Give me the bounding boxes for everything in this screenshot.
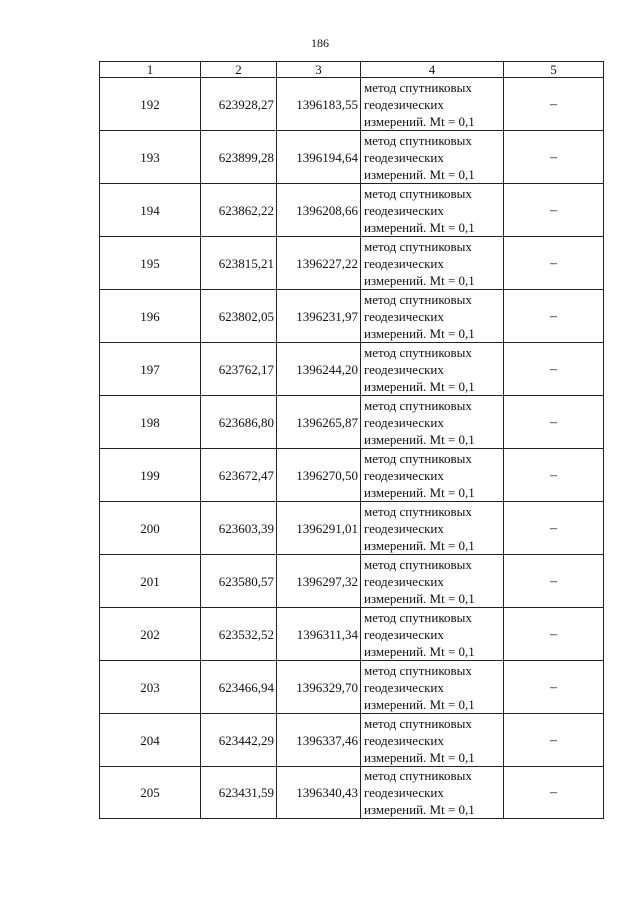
x-coordinate-cell: 623802,05: [201, 290, 277, 343]
method-line: измерений. Mt = 0,1: [364, 643, 475, 659]
method-line: метод спутниковых: [364, 609, 472, 625]
method-line: геодезических: [364, 414, 444, 430]
table-body: [100, 78, 604, 819]
table-row: [100, 502, 604, 555]
note-cell: –: [504, 290, 604, 343]
table-row: [100, 78, 604, 131]
method-line: геодезических: [364, 308, 444, 324]
table-row: [100, 237, 604, 290]
method-line: геодезических: [364, 202, 444, 218]
y-coordinate-cell: 1396329,70: [277, 661, 361, 714]
x-coordinate-cell: 623603,39: [201, 502, 277, 555]
method-line: измерений. Mt = 0,1: [364, 166, 475, 182]
method-line: геодезических: [364, 467, 444, 483]
method-line: геодезических: [364, 361, 444, 377]
method-line: метод спутниковых: [364, 450, 472, 466]
point-number-cell: 199: [100, 449, 201, 502]
coordinates-table: [99, 61, 604, 819]
method-line: измерений. Mt = 0,1: [364, 590, 475, 606]
method-cell: [361, 661, 504, 714]
point-number-cell: 198: [100, 396, 201, 449]
method-line: геодезических: [364, 732, 444, 748]
method-cell: [361, 449, 504, 502]
method-line: измерений. Mt = 0,1: [364, 113, 475, 129]
method-line: измерений. Mt = 0,1: [364, 325, 475, 341]
y-coordinate-cell: 1396291,01: [277, 502, 361, 555]
y-coordinate-cell: 1396231,97: [277, 290, 361, 343]
method-line: измерений. Mt = 0,1: [364, 749, 475, 765]
method-line: измерений. Mt = 0,1: [364, 484, 475, 500]
point-number-cell: 201: [100, 555, 201, 608]
method-line: метод спутниковых: [364, 715, 472, 731]
method-line: измерений. Mt = 0,1: [364, 272, 475, 288]
method-line: геодезических: [364, 785, 444, 800]
method-line: метод спутниковых: [364, 344, 472, 360]
method-line: измерений. Mt = 0,1: [364, 431, 475, 447]
method-cell: [361, 78, 504, 131]
y-coordinate-cell: 1396270,50: [277, 449, 361, 502]
method-line: метод спутниковых: [364, 79, 472, 95]
method-line: измерений. Mt = 0,1: [364, 219, 475, 235]
note-cell: –: [504, 343, 604, 396]
table-row: [100, 767, 604, 819]
method-line: метод спутниковых: [364, 662, 472, 678]
page-number: 186: [311, 36, 329, 50]
table-row: [100, 396, 604, 449]
point-number-cell: 202: [100, 608, 201, 661]
y-coordinate-cell: 1396244,20: [277, 343, 361, 396]
x-coordinate-cell: 623431,59: [201, 767, 277, 819]
x-coordinate-cell: 623862,22: [201, 184, 277, 237]
table-row: [100, 184, 604, 237]
method-line: геодезических: [364, 626, 444, 642]
note-cell: –: [504, 449, 604, 502]
point-number-cell: 205: [100, 767, 201, 819]
point-number-cell: 192: [100, 78, 201, 131]
y-coordinate-cell: 1396340,43: [277, 767, 361, 819]
table-row: [100, 714, 604, 767]
method-line: метод спутниковых: [364, 503, 472, 519]
x-coordinate-cell: 623466,94: [201, 661, 277, 714]
x-coordinate-cell: 623815,21: [201, 237, 277, 290]
point-number-cell: 197: [100, 343, 201, 396]
x-coordinate-cell: 623686,80: [201, 396, 277, 449]
method-line: измерений. Mt = 0,1: [364, 378, 475, 394]
method-line: метод спутниковых: [364, 185, 472, 201]
method-cell: [361, 502, 504, 555]
y-coordinate-cell: 1396311,34: [277, 608, 361, 661]
y-coordinate-cell: 1396183,55: [277, 78, 361, 131]
note-cell: –: [504, 714, 604, 767]
point-number-cell: 196: [100, 290, 201, 343]
point-number-cell: 204: [100, 714, 201, 767]
x-coordinate-cell: 623762,17: [201, 343, 277, 396]
column-header-1: 1: [100, 62, 201, 78]
note-cell: –: [504, 131, 604, 184]
y-coordinate-cell: 1396208,66: [277, 184, 361, 237]
method-line: измерений. Mt = 0,1: [364, 537, 475, 553]
table-row: [100, 343, 604, 396]
point-number-cell: 203: [100, 661, 201, 714]
method-cell: [361, 767, 504, 819]
y-coordinate-cell: 1396194,64: [277, 131, 361, 184]
method-line: геодезических: [364, 573, 444, 589]
method-line: метод спутниковых: [364, 397, 472, 413]
note-cell: –: [504, 396, 604, 449]
x-coordinate-cell: 623899,28: [201, 131, 277, 184]
note-cell: –: [504, 661, 604, 714]
table-row: [100, 608, 604, 661]
y-coordinate-cell: 1396265,87: [277, 396, 361, 449]
y-coordinate-cell: 1396297,32: [277, 555, 361, 608]
y-coordinate-cell: 1396337,46: [277, 714, 361, 767]
method-line: метод спутниковых: [364, 556, 472, 572]
table-row: [100, 661, 604, 714]
note-cell: –: [504, 608, 604, 661]
method-line: метод спутниковых: [364, 238, 472, 254]
method-cell: [361, 131, 504, 184]
method-cell: [361, 396, 504, 449]
method-line: метод спутниковых: [364, 768, 472, 783]
table-row: [100, 449, 604, 502]
column-header-3: 3: [277, 62, 361, 78]
point-number-cell: 200: [100, 502, 201, 555]
note-cell: –: [504, 184, 604, 237]
table-row: [100, 555, 604, 608]
method-line: измерений. Mt = 0,1: [364, 696, 475, 712]
method-line: измерений. Mt = 0,1: [364, 802, 475, 817]
x-coordinate-cell: 623928,27: [201, 78, 277, 131]
method-cell: [361, 184, 504, 237]
method-cell: [361, 555, 504, 608]
method-cell: [361, 237, 504, 290]
method-cell: [361, 714, 504, 767]
point-number-cell: 195: [100, 237, 201, 290]
method-cell: [361, 608, 504, 661]
method-line: геодезических: [364, 679, 444, 695]
point-number-cell: 194: [100, 184, 201, 237]
method-line: геодезических: [364, 255, 444, 271]
x-coordinate-cell: 623672,47: [201, 449, 277, 502]
header-row: [100, 62, 604, 78]
note-cell: –: [504, 502, 604, 555]
note-cell: –: [504, 555, 604, 608]
method-line: геодезических: [364, 520, 444, 536]
method-line: геодезических: [364, 96, 444, 112]
note-cell: –: [504, 237, 604, 290]
point-number-cell: 193: [100, 131, 201, 184]
method-line: метод спутниковых: [364, 132, 472, 148]
method-line: метод спутниковых: [364, 291, 472, 307]
x-coordinate-cell: 623442,29: [201, 714, 277, 767]
column-header-2: 2: [201, 62, 277, 78]
method-cell: [361, 290, 504, 343]
column-header-4: 4: [361, 62, 504, 78]
column-header-5: 5: [504, 62, 604, 78]
y-coordinate-cell: 1396227,22: [277, 237, 361, 290]
x-coordinate-cell: 623580,57: [201, 555, 277, 608]
note-cell: –: [504, 78, 604, 131]
method-cell: [361, 343, 504, 396]
method-line: геодезических: [364, 149, 444, 165]
table-row: [100, 131, 604, 184]
note-cell: –: [504, 767, 604, 819]
table-row: [100, 290, 604, 343]
x-coordinate-cell: 623532,52: [201, 608, 277, 661]
